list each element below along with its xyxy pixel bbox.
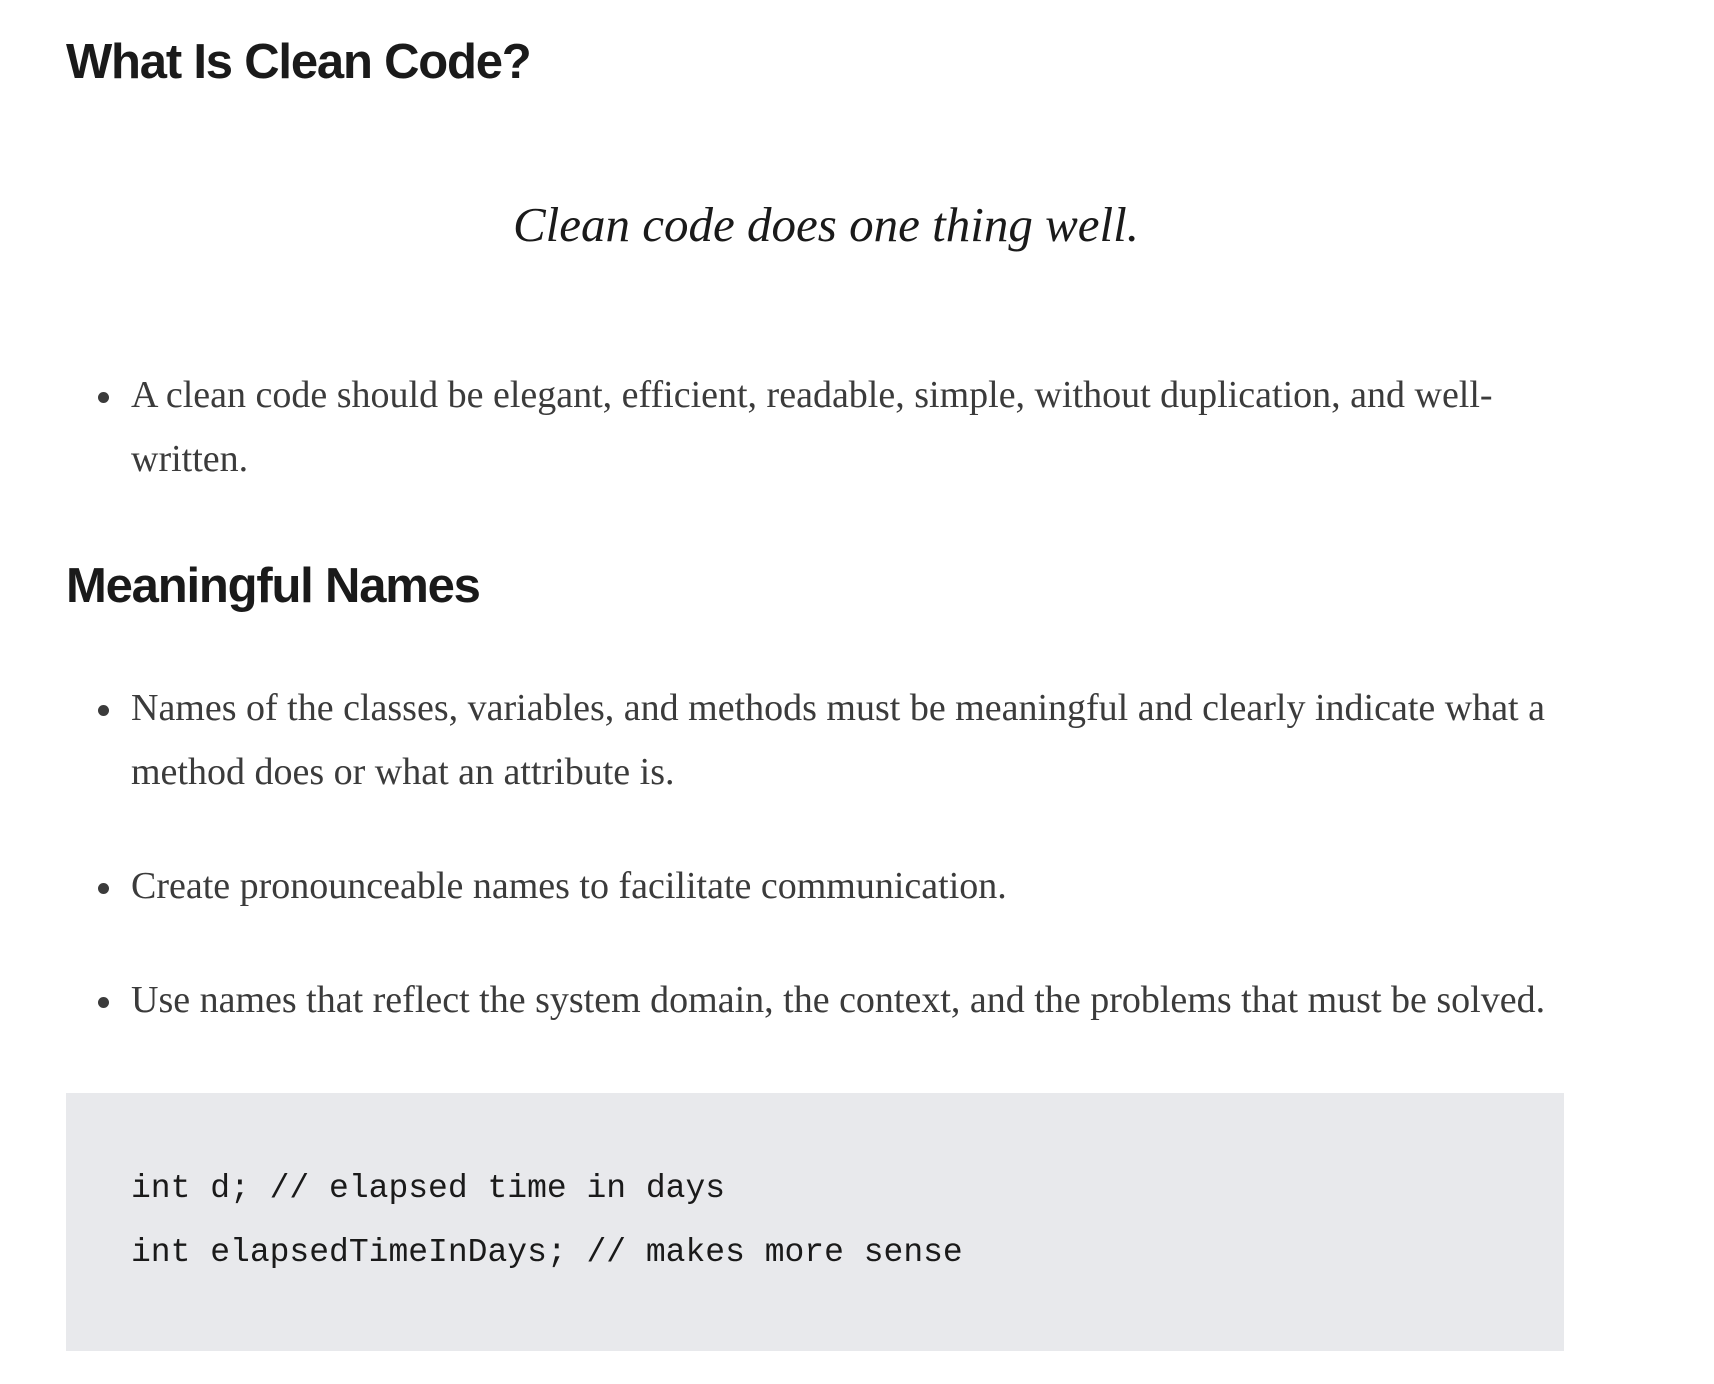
bullet-icon (98, 392, 109, 403)
clean-code-bullet-list (66, 363, 1596, 491)
section-heading-what-is-clean-code: What Is Clean Code? (66, 35, 531, 89)
list-item-text: Names of the classes, variables, and methods must be meaningful and clearly indicate what a method does or what an attribute is. (131, 687, 1545, 793)
list-item (66, 854, 1636, 918)
list-item-text: Create pronounceable names to facilitate communication. (131, 865, 1007, 907)
code-line: int d; // elapsed time in days (131, 1170, 726, 1207)
bullet-icon (98, 883, 109, 894)
list-item (66, 968, 1636, 1032)
list-item (66, 363, 1596, 491)
list-item (66, 676, 1636, 804)
list-item-text: Use names that reflect the system domain, the context, and the problems that must be solved. (131, 979, 1546, 1021)
list-item-text: A clean code should be elegant, efficient, readable, simple, without duplication, and well-written. (131, 374, 1493, 480)
bullet-icon (98, 705, 109, 716)
section-heading-meaningful-names: Meaningful Names (66, 559, 480, 613)
code-line: int elapsedTimeInDays; // makes more sense (131, 1234, 963, 1271)
pull-quote: Clean code does one thing well. (513, 197, 1139, 252)
code-block (66, 1093, 1564, 1351)
bullet-icon (98, 997, 109, 1008)
meaningful-names-bullet-list (66, 676, 1636, 1032)
